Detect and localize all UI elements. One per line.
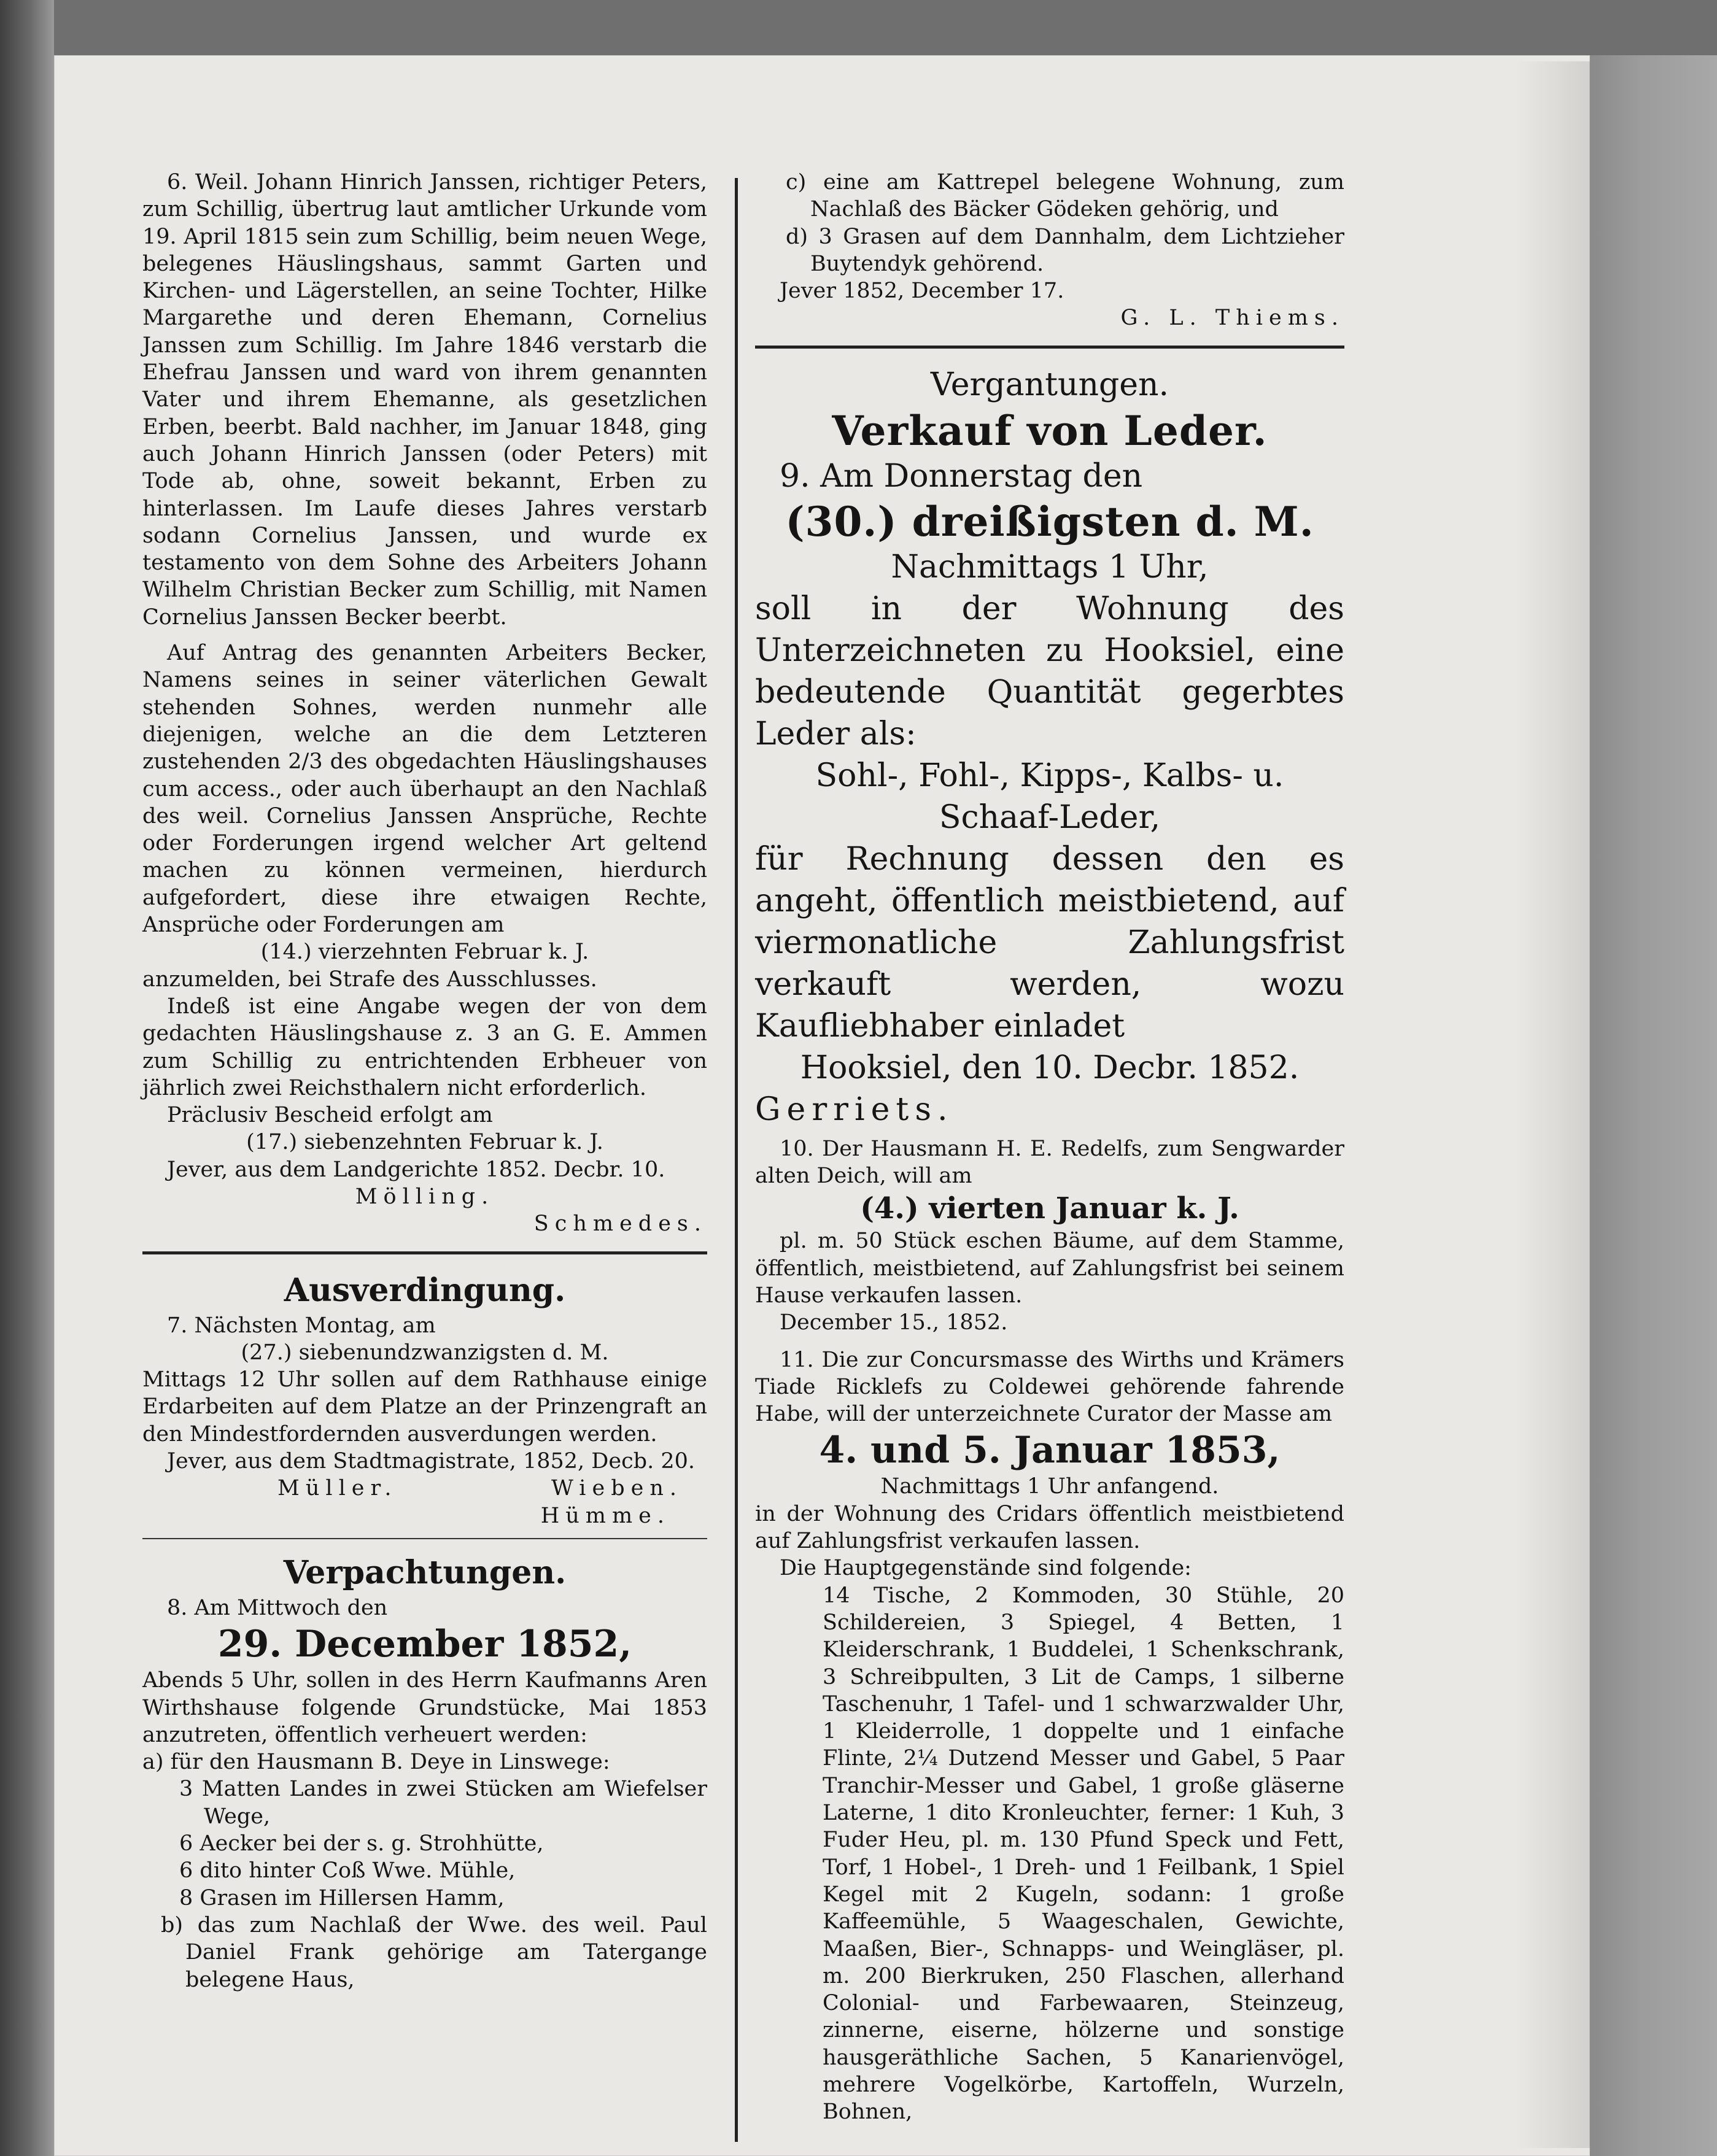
- notice-6-decision: Präclusiv Bescheid erfolgt am: [167, 1103, 493, 1128]
- notice-9-place: Hooksiel, den 10. Decbr. 1852.: [800, 1049, 1300, 1086]
- notice-8-item-a: a) für den Hausmann B. Deye in Linswege:: [142, 1750, 610, 1775]
- notice-11-text: 11. Die zur Concursmasse des Wirths und Krämers Tiade Ricklefs zu Coldewei gehörende fahrende Habe, will der unterzeichnete Curator der Masse am: [755, 1347, 1344, 1427]
- notice-8-place: Jever 1852, December 17.: [780, 279, 1064, 304]
- notice-6-signature-1: Mölling.: [355, 1184, 495, 1209]
- notice-9-signature: Gerriets.: [755, 1091, 954, 1128]
- notice-11-time: Nachmittags 1 Uhr anfangend.: [880, 1474, 1219, 1499]
- notice-8-a-item: 3 Matten Landes in zwei Stücken am Wiefelser Wege,: [179, 1777, 707, 1829]
- notice-6-register: anzumelden, bei Strafe des Ausschlusses.: [142, 967, 597, 992]
- notice-7-text: Mittags 12 Uhr sollen auf dem Rathhause einige Erdarbeiten auf dem Platze an der Prinzengraft an den Mindestfordernden ausverdungen werden.: [142, 1367, 707, 1447]
- notice-8-text: Abends 5 Uhr, sollen in des Herrn Kaufmanns Aren Wirthshause folgende Grundstücke, Mai 1853 anzutreten, öffentlich verheuert werden:: [142, 1668, 707, 1747]
- notice-6-signature-2: Schmedes.: [533, 1211, 707, 1237]
- notice-11-date: 4. und 5. Januar 1853,: [819, 1429, 1281, 1472]
- notice-8-a-item: 6 dito hinter Coß Wwe. Mühle,: [179, 1858, 516, 1884]
- notice-11-text-2: in der Wohnung des Cridars öffentlich meistbietend auf Zahlungsfrist verkaufen lassen.: [755, 1501, 1344, 1554]
- section-rule: [142, 1251, 707, 1254]
- notice-10-text: pl. m. 50 Stück eschen Bäume, auf dem Stamme, öffentlich, meistbietend, auf Zahlungsfrist bei seinem Hause verkaufen lassen.: [755, 1229, 1344, 1308]
- heading-verkauf-von-leder: Verkauf von Leder.: [832, 406, 1268, 455]
- notice-6-place: Jever, aus dem Landgerichte 1852. Decbr. 10.: [167, 1157, 665, 1182]
- heading-verpachtungen: Verpachtungen.: [283, 1553, 567, 1591]
- heading-ausverdingung: Ausverdingung.: [284, 1271, 566, 1309]
- notice-9-intro: 9. Am Donnerstag den: [780, 457, 1143, 495]
- heading-vergantungen: Vergantungen.: [930, 366, 1169, 403]
- notice-6-deadline: (14.) vierzehnten Februar k. J.: [260, 940, 589, 965]
- notice-8-a-item: 8 Grasen im Hillersen Hamm,: [179, 1885, 505, 1911]
- notice-10-place: December 15., 1852.: [780, 1310, 1008, 1335]
- notice-11-item-list: 14 Tische, 2 Kommoden, 30 Stühle, 20 Schildereien, 3 Spiegel, 4 Betten, 1 Kleiderschrank, 1 Buddelei, 1 Schenkschrank, 3 Schreibpulten, 3 Lit de Camps, 1 silberne Taschenuhr, 1 Tafel- und 1 schwarzwalder Uhr, 1 Kleiderrolle, 1 doppelte und 1 einfache Flinte, 2¼ Dutzend Messer und Gabel, 5 Paar Tranchir-Messer und Gabel, 1 große gläserne Laterne, 1 dito Kronleuchter, ferner: 1 Kuh, 3 Fuder Heu, pl. m. 130 Pfund Speck und Fett, Torf, 1 Hobel-, 1 Dreh- und 1 Feilbank, 1 Spiel Kegel mit 2 Kugeln, sodann: 1 große Kaffeemühle, 5 Waageschalen, Gewichte, Maaßen, Bier-, Schnapps- und Weingläser, pl. m. 200 Bierkruken, 250 Flaschen, allerhand Colonial- und Farbewaaren, Steinzeug, zinnerne, eiserne, hölzerne und sonstige hausgeräthliche Sachen, 5 Kanarienvögel, mehrere Vogelkörbe, Kartoffeln, Wurzeln, Bohnen,: [823, 1583, 1344, 2125]
- notice-9-text-2: für Rechnung dessen den es angeht, öffentlich meistbietend, auf viermonatliche Zahlungsfrist verkauft werden, wozu Kaufliebhaber einladet: [755, 840, 1344, 1045]
- notice-7-signature-huemme: Hümme.: [540, 1503, 670, 1528]
- notice-8-date: 29. December 1852,: [217, 1623, 632, 1666]
- column-divider: [735, 178, 738, 2142]
- right-column: [755, 169, 1344, 2126]
- notice-6-text: 6. Weil. Johann Hinrich Janssen, richtiger Peters, zum Schillig, übertrug laut amtlicher Urkunde vom 19. April 1815 sein zum Schillig, beim neuen Wege, belegenes Häuslingshaus, sammt Garten und Kirchen- und Lägerstellen, an seine Tochter, Hilke Margarethe und deren Ehemann, Cornelius Janssen zum Schillig. Im Jahre 1846 verstarb die Ehefrau Janssen und ward von ihrem genannten Vater und ihrem Ehemanne, als gesetzlichen Erben, beerbt. Bald nachher, im Januar 1848, ging auch Johann Hinrich Janssen (oder Peters) mit Tode ab, ohne, soweit bekannt, Erben zu hinterlassen. Im Laufe dieses Jahres verstarb sodann Cornelius Janssen, und wurde ex testamento von dem Sohne des Arbeiters Johann Wilhelm Christian Becker zum Schillig, mit Namen Cornelius Janssen Becker beerbt.: [142, 170, 707, 630]
- notice-8-item-c: c) eine am Kattrepel belegene Wohnung, zum Nachlaß des Bäcker Gödeken gehörig, und: [786, 170, 1344, 222]
- notice-8-signature: G. L. Thiems.: [1120, 306, 1344, 331]
- section-rule-thin: [142, 1538, 707, 1539]
- notice-7-intro: 7. Nächsten Montag, am: [167, 1313, 436, 1338]
- notice-6-note: Indeß ist eine Angabe wegen der von dem gedachten Häuslingshause z. 3 an G. E. Ammen zum Schillig zu entrichtenden Erbheuer von jährlich zwei Reichsthalern nicht erforderlich.: [142, 994, 707, 1100]
- notice-6-decision-date: (17.) siebenzehnten Februar k. J.: [246, 1130, 603, 1155]
- notice-6-request: Auf Antrag des genannten Arbeiters Becker, Namens seines in seiner väterlichen Gewalt stehenden Sohnes, werden nunmehr alle diejenigen, welche an die dem Letzteren zustehenden 2/3 des obgedachten Häuslingshauses cum access., oder auch überhaupt an den Nachlaß des weil. Cornelius Janssen Ansprüche, Rechte oder Forderungen irgend welcher Art geltend machen zu können vermeinen, hierdurch aufgefordert, diese ihre etwaigen Rechte, Ansprüche oder Forderungen am: [142, 641, 707, 938]
- section-rule: [755, 346, 1344, 349]
- notice-9-date: (30.) dreißigsten d. M.: [785, 497, 1314, 546]
- notice-7-signature-wieben: Wieben.: [551, 1476, 683, 1501]
- page-edge-shadow: [1516, 61, 1590, 2148]
- notice-9-items: Sohl-, Fohl-, Kipps-, Kalbs- u. Schaaf-Leder,: [815, 757, 1284, 836]
- notice-9-text: soll in der Wohnung des Unterzeichneten zu Hooksiel, eine bedeutende Quantität gegerbtes Leder als:: [755, 590, 1344, 752]
- book-edge-right: [1590, 55, 1717, 2156]
- book-binding-left: [0, 0, 54, 2156]
- notice-10-date: (4.) vierten Januar k. J.: [860, 1191, 1239, 1226]
- left-column: [142, 169, 707, 1993]
- notice-8-a-item: 6 Aecker bei der s. g. Strohhütte,: [179, 1831, 544, 1857]
- notice-8-intro: 8. Am Mittwoch den: [167, 1595, 388, 1620]
- notice-7-date: (27.) siebenundzwanzigsten d. M.: [241, 1340, 609, 1365]
- notice-8-item-b: b) das zum Nachlaß der Wwe. des weil. Paul Daniel Frank gehörige am Tatergange belegene Haus,: [161, 1912, 707, 1992]
- notice-7-signature-mueller: Müller.: [277, 1476, 398, 1501]
- notice-7-place: Jever, aus dem Stadtmagistrate, 1852, Decb. 20.: [167, 1449, 695, 1474]
- notice-8-item-d: d) 3 Grasen auf dem Dannhalm, dem Lichtzieher Buytendyk gehörend.: [786, 224, 1344, 276]
- notice-10-intro: 10. Der Hausmann H. E. Redelfs, zum Sengwarder alten Deich, will am: [755, 1136, 1344, 1189]
- notice-9-time: Nachmittags 1 Uhr,: [891, 548, 1209, 585]
- notice-11-text-3: Die Hauptgegenstände sind folgende:: [780, 1556, 1192, 1581]
